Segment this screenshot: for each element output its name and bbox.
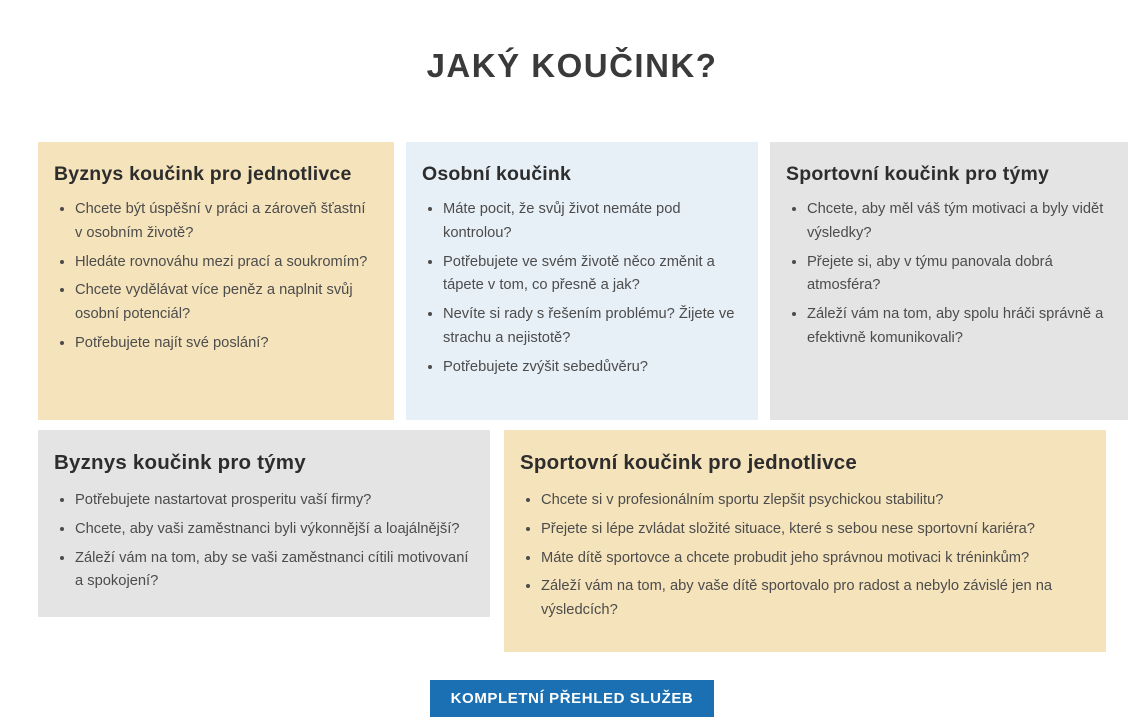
card-bullet: • Přejete si lépe zvládat složité situace, které s sebou nese sportovní kariéra? xyxy=(541,518,1088,542)
card-sport-tymy xyxy=(770,142,1128,420)
card-title: Byznys koučink pro jednotlivce xyxy=(54,163,352,185)
card-title: Osobní koučink xyxy=(422,163,572,185)
card-bullet: • Chcete, aby vaši zaměstnanci byli výkonnější a loajálnější? xyxy=(75,518,472,542)
card-byznys-tymy xyxy=(38,430,490,617)
card-bullet: • Záleží vám na tom, aby spolu hráči správně a efektivně komunikovali? xyxy=(807,303,1110,351)
card-bullet: • Chcete, aby měl váš tým motivaci a byly vidět výsledky? xyxy=(807,198,1110,246)
card-bullet: • Potřebujete ve svém životě něco změnit a tápete v tom, co přesně a jak? xyxy=(443,251,740,299)
card-bullet: • Chcete být úspěšní v práci a zároveň šťastní v osobním životě? xyxy=(75,198,376,246)
card-bullet-list xyxy=(422,198,740,380)
card-bullet: • Máte pocit, že svůj život nemáte pod kontrolou? xyxy=(443,198,740,246)
section-title: JAKÝ KOUČINK? xyxy=(426,47,718,84)
card-bullet: • Máte dítě sportovce a chcete probudit jeho správnou motivaci k tréninkům? xyxy=(541,547,1088,571)
card-bullet-list xyxy=(54,489,472,594)
card-title: Byznys koučink pro týmy xyxy=(54,451,306,474)
card-bullet-list xyxy=(520,489,1088,623)
card-bullet-list xyxy=(786,198,1110,351)
card-osobni xyxy=(406,142,758,420)
card-bullet: • Hledáte rovnováhu mezi prací a soukromím? xyxy=(75,251,376,275)
card-bullet: • Potřebujete zvýšit sebedůvěru? xyxy=(443,356,740,380)
card-bullet: • Potřebujete nastartovat prosperitu vaší firmy? xyxy=(75,489,472,513)
card-bullet: • Záleží vám na tom, aby vaše dítě sportovalo pro radost a nebylo závislé jen na výsledcích? xyxy=(541,575,1088,623)
cta-row xyxy=(16,680,1128,717)
card-title: Sportovní koučink pro týmy xyxy=(786,163,1050,185)
card-bullet: • Přejete si, aby v týmu panovala dobrá atmosféra? xyxy=(807,251,1110,299)
card-byznys-jednotlivce xyxy=(38,142,394,420)
card-title: Sportovní koučink pro jednotlivce xyxy=(520,451,857,474)
services-overview-button[interactable]: KOMPLETNÍ PŘEHLED SLUŽEB xyxy=(430,680,715,717)
card-bullet: • Nevíte si rady s řešením problému? Žijete ve strachu a nejistotě? xyxy=(443,303,740,351)
cards-bottom-row xyxy=(38,430,1128,652)
card-sport-jednotlivce xyxy=(504,430,1106,652)
card-bullet: • Chcete si v profesionálním sportu zlepšit psychickou stabilitu? xyxy=(541,489,1088,513)
card-bullet-list xyxy=(54,198,376,356)
card-bullet: • Potřebujete najít své poslání? xyxy=(75,332,376,356)
card-bullet: • Záleží vám na tom, aby se vaši zaměstnanci cítili motivovaní a spokojení? xyxy=(75,547,472,595)
card-bullet: • Chcete vydělávat více peněz a naplnit svůj osobní potenciál? xyxy=(75,279,376,327)
cards-top-row xyxy=(38,142,1128,420)
